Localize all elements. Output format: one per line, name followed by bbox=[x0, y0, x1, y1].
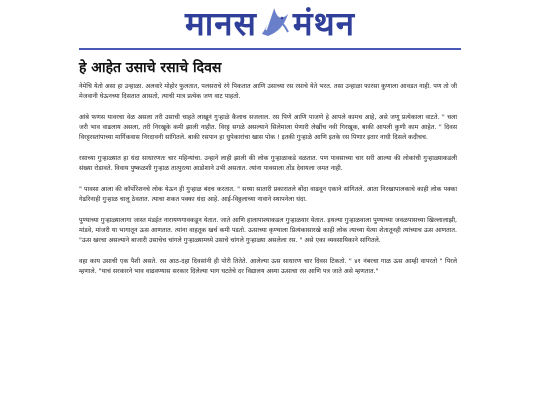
masthead-divider bbox=[79, 48, 461, 50]
article-paragraph: नेमेचि येतो असा हा उन्हाळा. अलवारे मोहोर फुलतात, पलसराचे रंगे पिकतात आणि उसाच्या रस रसाचे येते भरत. तसा उन्हाळा फारसा कुणाला आवडत नाही. पण तो जी मेजवानी घेऊनच्या दिसतात आसतो, त्याची मात्र प्रत्येक जण वाट पाहतो. bbox=[79, 83, 457, 100]
masthead bbox=[0, 0, 540, 46]
masthead-right-word: मंथन bbox=[292, 3, 356, 43]
article-paragraph: वहा काय उसाची एक पैशी असते. रस आठ-दहा दिवसांनी ही पोरी तितेते. आलेल्या ऊस साधारण चार दिवस टिकतो. " ४१ नंबरचा गाळ ऊस आम्ही वापरतो " पिरले म्हणाले. "याचं सरकारने भाव वाढवण्यास सरकार दिलेल्या भाग घटतेचे दर विद्यालय अस्या ऊसाचा रस आणि पत्र जाते असे म्हणतात." bbox=[79, 258, 457, 275]
article-body bbox=[79, 82, 457, 288]
article-paragraph: रसाच्या गुऱ्हाळ्यात हा धंदा साधारणतः चार महिन्यांचा. उन्हाने लाही झाली की लोक गुऱ्हाळाकडे वळतात. पण पावसाच्या चार सरी आल्या की लोकांची गुऱ्हाळ्याकडली संख्या रोडावते. विवाय पुष्कळशी गुऱ्हाळ तात्पुरत्या आडोशाने उभी असतात. त्यांना पावसाला तोंड देवायला जमत नाही. bbox=[79, 155, 457, 172]
masthead-left-word: मानस bbox=[184, 3, 257, 43]
article-paragraph: आंबे फणस यावरचा वेळ असला तरी उसाची चाहते लाखूनं गुऱ्हाळे कैलाच सजलाल. रस पिणे आणि पाजणे हे आपले कामच आहे, असे जणू प्रत्येकाला वाटते. " चला जरी भाव वाढलाय असला, तरी निरखूके कमी झाली नाहीत. विरट्ट सगळे असल्याने सिलेमाला येणारी लेखींच नवी गिरखूक, बाकी आपली कुणी काम आहेत. " दिवस विरट्टरस्तांपाच्या मार्गिकवास निरदावनी सांगितले. बाकी रसपान हा धुपेकारांचा खास पोक ! इतकी गुऱ्हाळे आणि इतके रस पिणार इतार नाधी दिसले कदीचच. bbox=[79, 114, 457, 141]
article-paragraph: पुण्याच्या गुऱ्हाळ्यालागा जास्त मंडईत नारायणगावकडून येतात. जाते आणि हालापाश्याकडल गुऱ्हाळवार येतात. इथल्या गुऱ्हाळवाला पुण्याच्या जवळपासच्या खिल्लालाझी, मांडवे, मांजरी या भागातून ऊस आणतात. त्यांना वाहतूक खर्च कमी पडतो. ऊसाच्या कृण्याला प्रित्यंकासारखे काही लोक त्याच्या येत्या शेतातूनही त्यांच्याच ऊस आणतात. "ऊस खरचा असल्याने बाजारी उसाचेच चांगले गुऱ्हाळ्यामध्ये उसाचे चांगले गुऱ्हाळ्या असलेला रस. " असे एका व्यवसायिकाने सांगितले. bbox=[79, 217, 457, 244]
article-paragraph: " पावसा आला की कॉर्पोरेशनचे लोक येऊन ही गुऱ्हाळ बंदच करतात. " सध्या सातारी प्रकारातले बोंदा वाढवून एकाने सांगितले. आता निरखापालकाचे काही लोक पक्का गेढरिनाही गुऱ्हाळ चालू ठेवतात. त्याचा शकत पक्का धंदा आहे. आई-विठ्ठलाच्या नावाने स्थापनेला धंदा. bbox=[79, 186, 457, 203]
article-title: हे आहेत उसाचे रसाचे दिवस bbox=[79, 60, 222, 76]
dove-icon bbox=[258, 4, 292, 42]
